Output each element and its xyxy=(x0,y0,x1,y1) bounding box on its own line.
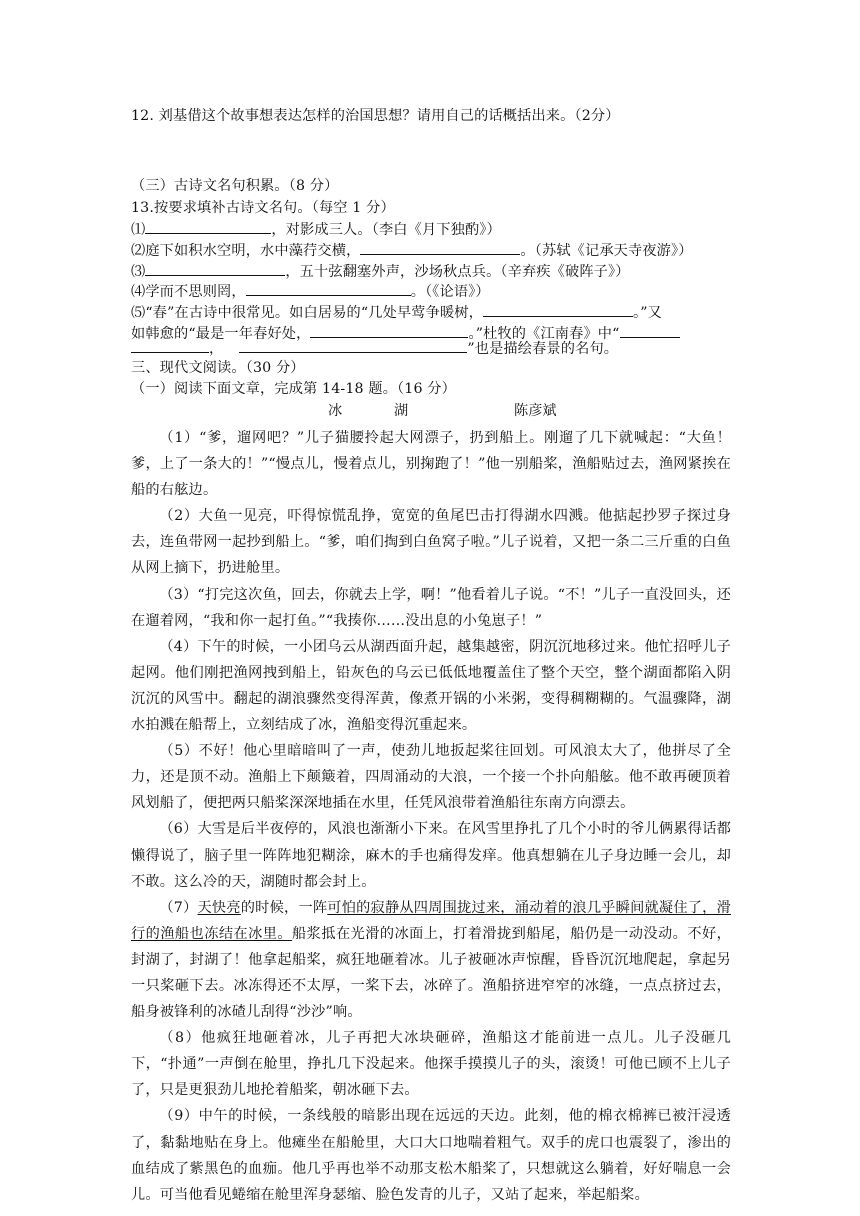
fill-1-prefix: ⑴ xyxy=(131,222,146,238)
answer-blank[interactable] xyxy=(239,338,467,353)
fill-5-text-f: ”也是描绘春景的名句。 xyxy=(467,341,619,357)
article-title-row xyxy=(131,400,731,422)
section-3-heading: （三）古诗文名句积累。（8 分） xyxy=(131,178,339,194)
answer-blank[interactable] xyxy=(483,302,633,317)
answer-blank[interactable] xyxy=(310,323,468,338)
fill-5-text-e: ， xyxy=(209,341,224,357)
answer-blank[interactable] xyxy=(620,323,680,338)
paragraph-4: （4）下午的时候，一小团乌云从湖西面升起，越集越密，阴沉沉地移过来。他忙招呼儿子起网。他们刚把渔网拽到船上，铅灰色的乌云已低低地覆盖住了整个天空，整个湖面都陷入阴沉沉的风雪中。翻起的湖浪骤然变得浑黄，像煮开锅的小米粥，变得稠糊糊的。气温骤降，湖水拍溅在船帮上，立刻结成了冰，渔船变得沉重起来。 xyxy=(131,638,731,734)
fill-item-5-line-1 xyxy=(131,302,731,322)
p7-rest: 船浆抵在光滑的冰面上，打着滑拢到船尾，船仍是一动没动。不好，封湖了，封湖了！他拿起船桨，疯狂地砸着冰。儿子被砸冰声惊醒，昏昏沉沉地爬起，拿起另一只桨砸下去。冰冻得还不太厚，一桨下去，冰碎了。渔船挤进窄窄的冰缝，一点点挤过去，船身被锋利的冰碴儿刮得“沙沙”响。 xyxy=(131,925,731,1021)
fill-4-prefix: ⑷学而不思则罔， xyxy=(131,284,246,300)
article-title-char-2: 湖 xyxy=(394,403,409,419)
fill-4-suffix: 。（《论语》） xyxy=(410,284,490,300)
question-13: 13.按要求填补古诗文名句。（每空 1 分） xyxy=(131,200,395,216)
paragraph-5: （5）不好！他心里暗暗叫了一声，使劲儿地扳起桨往回划。可风浪太大了，他拼尽了全力，还是顶不动。渔船上下颠簸着，四周涌动的大浪，一个接一个扑向船舷。他不敢再硬顶着风划船了，便把两只船桨深深地插在水里，任凭风浪带着渔船往东南方向漂去。 xyxy=(131,743,731,812)
fill-2-suffix: 。（苏轼《记承天寺夜游》） xyxy=(520,243,693,259)
fill-5-text-d: 。”杜牧的《江南春》中“ xyxy=(468,326,620,342)
p7-prefix: （7） xyxy=(159,899,198,916)
part-3-heading: 三、现代文阅读。（30 分） xyxy=(131,360,305,376)
paragraph-1: （1）“爹，遛网吧？”儿子猫腰拎起大网漂子，扔到船上。刚遛了几下就喊起：“大鱼！爹，上了一条大的！”“慢点儿，慢着点儿，别掬跑了！”他一别船桨，渔船贴过去，渔网紧挨在船的右舷边。 xyxy=(131,430,731,499)
article-author: 陈彦斌 xyxy=(514,403,557,419)
fill-5-text-c: 如韩愈的“最是一年春好处， xyxy=(131,326,311,342)
fill-2-prefix: ⑵庭下如积水空明，水中藻荇交横， xyxy=(131,243,361,259)
article-title-char-1: 冰 xyxy=(328,403,343,419)
answer-blank[interactable] xyxy=(145,219,271,234)
answer-blank[interactable] xyxy=(145,261,285,276)
fill-5-text-a: ⑸“春”在古诗中很常见。如白居易的“几处早莺争暖树， xyxy=(131,305,483,321)
fill-3-prefix: ⑶ xyxy=(131,264,146,280)
paragraph-9: （9）中午的时候，一条线般的暗影出现在远远的天边。此刻，他的棉衣棉裤已被汗浸透了，黏黏地贴在身上。他瘫坐在船舱里，大口大口地喘着粗气。双手的虎口也震裂了，渗出的血结成了紫黑色的血痂。他几乎再也举不动那支松木船桨了，只想就这么躺着，好好喘息一会儿。可当他看见蜷缩在舱里浑身瑟缩、脸色发青的儿子，又站了起来，举起船桨。 xyxy=(131,1108,731,1203)
fill-item-3 xyxy=(131,261,731,281)
question-12: 12. 刘基借这个故事想表达怎样的治国思想？请用自己的话概括出来。（2分） xyxy=(131,108,620,124)
fill-item-2 xyxy=(131,240,731,260)
paragraph-6: （6）大雪是后半夜停的，风浪也渐渐小下来。在风雪里挣扎了几个小时的爷儿俩累得话都懒得说了，脑子里一阵阵地犯糊涂，麻木的手也痛得发痒。他真想躺在儿子身边睡一会儿，却不敢。这么冷的天，湖随时都会封上。 xyxy=(131,821,731,890)
answer-blank[interactable] xyxy=(246,281,411,296)
fill-item-5-line-3 xyxy=(131,338,731,358)
part-3-subheading: （一）阅读下面文章，完成第 14-18 题。（16 分） xyxy=(131,381,456,397)
answer-blank[interactable] xyxy=(360,240,520,255)
paragraph-2: （2）大鱼一见亮，吓得惊慌乱挣，宽宽的鱼尾巴击打得湖水四溅。他掂起抄罗子探过身去，连鱼带网一起抄到船上。“爹，咱们掏到白鱼窝子啦。”儿子说着，又把一条二三斤重的白鱼从网上摘下，扔进舱里。 xyxy=(131,508,731,577)
article-body xyxy=(131,425,731,1208)
p7-middle: 的时候，一阵 xyxy=(240,899,328,916)
fill-5-text-b: 。”又 xyxy=(632,305,662,321)
paragraph-7 xyxy=(131,895,731,1025)
fill-3-suffix: ，五十弦翻塞外声，沙场秋点兵。（辛弃疾《破阵子》） xyxy=(285,264,630,280)
paragraph-3: （3）“打完这次鱼，回去，你就去上学，啊！”他看着儿子说。“不！”儿子一直没回头，还在遛着网，“我和你一起打鱼。”“我揍你……没出息的小兔崽子！” xyxy=(131,586,731,629)
answer-blank[interactable] xyxy=(131,338,209,353)
fill-item-4 xyxy=(131,281,731,301)
fill-1-suffix: ，对影成三人。（李白《月下独酌》） xyxy=(271,222,501,238)
fill-item-1 xyxy=(131,219,731,239)
paragraph-8: （8）他疯狂地砸着冰，儿子再把大冰块砸碎，渔船这才能前进一点儿。儿子没砸几下，“扑通”一声倒在舱里，挣扎几下没起来。他探手摸摸儿子的头，滚烫！可他已顾不上儿子了，只是更狠劲儿地抡着船桨，朝冰砸下去。 xyxy=(131,1030,731,1099)
p7-underlined-1: 天快亮 xyxy=(197,899,241,916)
p7-underlined-2: 可怕的寂静从四周围拢过来，涌动着的浪几乎瞬间就凝住了，滑行的渔船也冻结在冰里。 xyxy=(131,899,731,942)
